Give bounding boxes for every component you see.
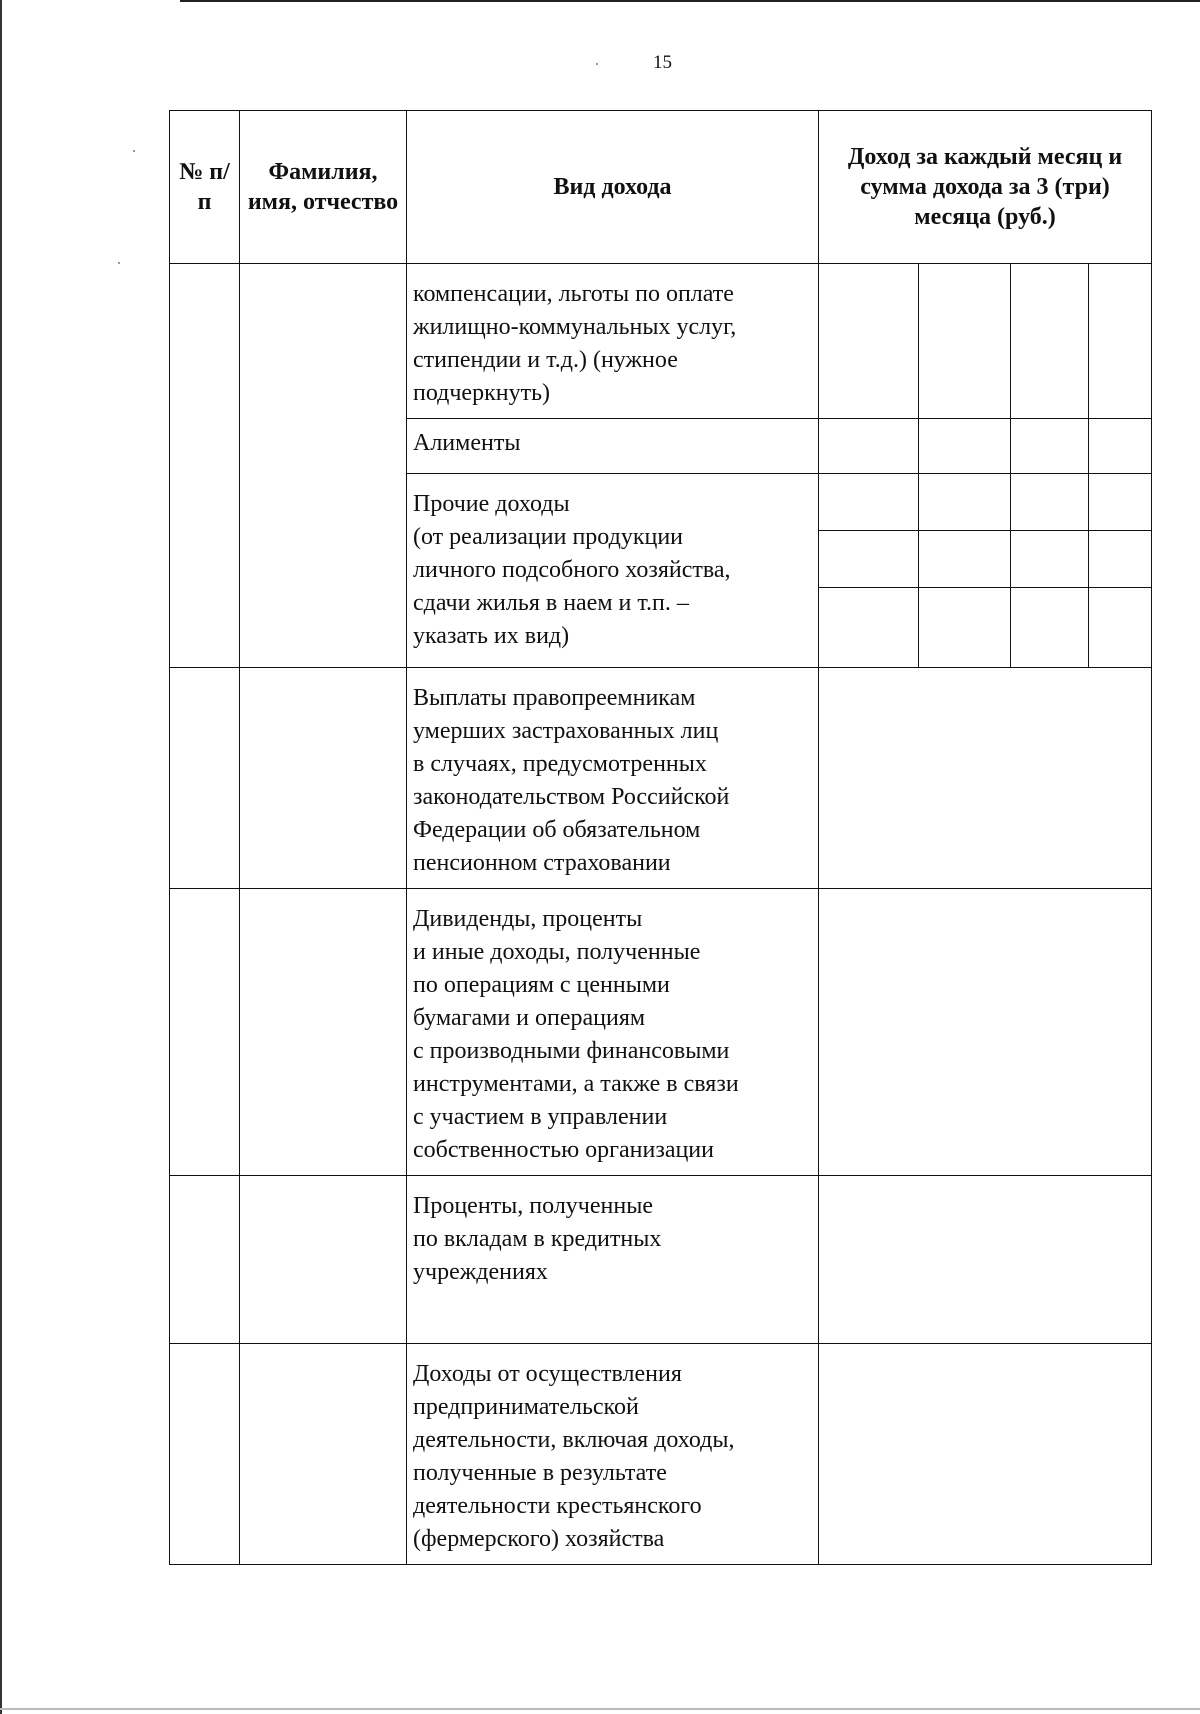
income-type-business: Доходы от осуществления предпринимательской деятельности, включая доходы, полученные в результате деятельности крестьянского (фермерского) хозяйства <box>407 1344 819 1565</box>
name-cell[interactable] <box>240 668 407 889</box>
amount-cell[interactable] <box>819 889 1152 1176</box>
scan-speck <box>118 262 120 264</box>
page-number: 15 <box>653 52 672 73</box>
amount-cell[interactable] <box>1011 588 1089 668</box>
number-cell[interactable] <box>170 1176 240 1344</box>
income-type-alimony: Алименты <box>407 419 819 474</box>
amount-cell[interactable] <box>819 419 919 474</box>
table-row <box>170 264 1152 419</box>
amount-cell[interactable] <box>1011 531 1089 588</box>
income-type-dividends: Дивиденды, проценты и иные доходы, полученные по операциям с ценными бумагами и операциям с производными финансовыми инструментами, а также в связи с участием в управлении собственностью организации <box>407 889 819 1176</box>
amount-cell[interactable] <box>919 474 1011 531</box>
amount-cell[interactable] <box>819 588 919 668</box>
scan-edge-left <box>0 0 2 1714</box>
income-type-compensations: компенсации, льготы по оплате жилищно-коммунальных услуг, стипендии и т.д.) (нужное подчеркнуть) <box>407 264 819 419</box>
amount-cell[interactable] <box>1089 419 1152 474</box>
amount-cell[interactable] <box>1011 474 1089 531</box>
header-monthly-income: Доход за каждый месяц и сумма дохода за 3 (три) месяца (руб.) <box>819 111 1152 264</box>
number-cell[interactable] <box>170 889 240 1176</box>
table-row <box>170 1344 1152 1565</box>
amount-cell[interactable] <box>919 588 1011 668</box>
table-row <box>170 668 1152 889</box>
table-header-row <box>170 111 1152 264</box>
amount-cell[interactable] <box>1089 588 1152 668</box>
income-type-other: Прочие доходы (от реализации продукции личного подсобного хозяйства, сдачи жилья в наем и т.п. – указать их вид) <box>407 474 819 668</box>
name-cell[interactable] <box>240 1344 407 1565</box>
amount-cell[interactable] <box>1089 264 1152 419</box>
table-row <box>170 1176 1152 1344</box>
amount-cell[interactable] <box>1011 419 1089 474</box>
name-cell[interactable] <box>240 264 407 668</box>
scan-edge-top <box>180 0 1200 2</box>
amount-cell[interactable] <box>919 264 1011 419</box>
header-full-name: Фамилия, имя, отчество <box>240 111 407 264</box>
amount-cell[interactable] <box>919 531 1011 588</box>
header-number: № п/п <box>170 111 240 264</box>
amount-cell[interactable] <box>1089 474 1152 531</box>
amount-cell[interactable] <box>819 264 919 419</box>
scan-edge-bottom <box>0 1708 1200 1710</box>
amount-cell[interactable] <box>819 474 919 531</box>
table-row <box>170 889 1152 1176</box>
name-cell[interactable] <box>240 1176 407 1344</box>
amount-cell[interactable] <box>819 531 919 588</box>
number-cell[interactable] <box>170 668 240 889</box>
amount-cell[interactable] <box>919 419 1011 474</box>
income-type-successors: Выплаты правопреемникам умерших застрахованных лиц в случаях, предусмотренных законодательством Российской Федерации об обязательном пенсионном страховании <box>407 668 819 889</box>
amount-cell[interactable] <box>819 1344 1152 1565</box>
header-income-type: Вид дохода <box>407 111 819 264</box>
income-table <box>169 110 1152 1565</box>
name-cell[interactable] <box>240 889 407 1176</box>
number-cell[interactable] <box>170 1344 240 1565</box>
amount-cell[interactable] <box>819 1176 1152 1344</box>
amount-cell[interactable] <box>819 668 1152 889</box>
amount-cell[interactable] <box>1011 264 1089 419</box>
number-cell[interactable] <box>170 264 240 668</box>
amount-cell[interactable] <box>1089 531 1152 588</box>
income-type-deposits: Проценты, полученные по вкладам в кредитных учреждениях <box>407 1176 819 1344</box>
scan-speck <box>133 150 135 152</box>
